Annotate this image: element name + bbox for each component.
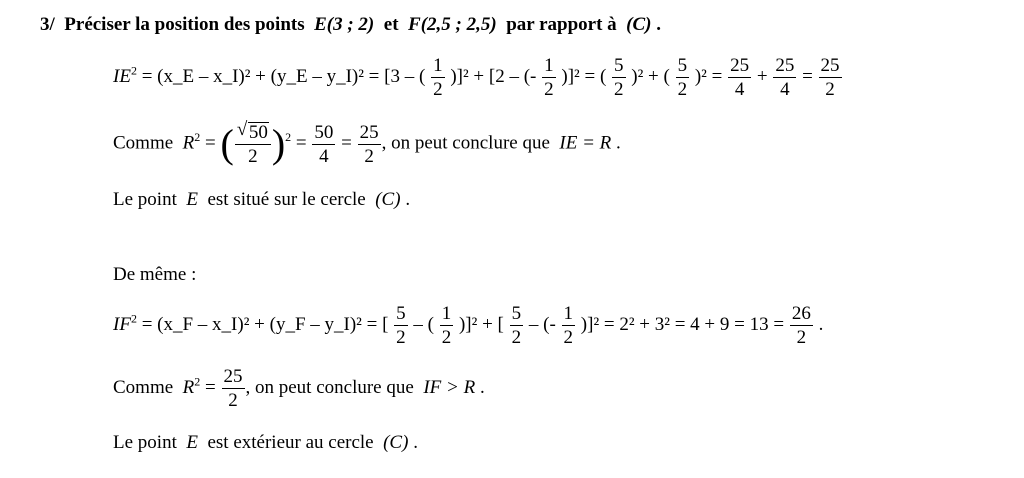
conclusion-text: , on peut conclure que bbox=[245, 376, 414, 398]
ie-squared-line: $IE^2$ = (x_E – x_I)² + (y_E – y_I)² = [3 – ( $\frac{1}{2}$ )]² + [2 – (- $\frac{1}{2}$ )]² = ( $\frac{5}{2}$ )² + ( $\frac{5}{2}$ )² = $\frac{25}{4}$ + $\frac{25}{4}$ = $\frac{25}{2}$ bbox=[113, 55, 840, 100]
ie-lhs: IE bbox=[113, 65, 131, 87]
circle-c: (C) bbox=[375, 189, 401, 210]
sqrt-fraction: √ 50 2 bbox=[235, 122, 271, 166]
if-mid2: )]² + [ bbox=[458, 313, 504, 335]
eq-sign: = bbox=[205, 376, 216, 398]
line-end: . bbox=[616, 132, 621, 154]
eq-sign: = bbox=[205, 132, 216, 154]
fraction: $\frac{5}{2}$ bbox=[614, 55, 624, 100]
r-symbol: R bbox=[182, 376, 195, 398]
ie-mid2: )]² = ( bbox=[561, 65, 607, 87]
line-end: . bbox=[405, 189, 411, 210]
comme-line-2: Comme $R^2$ = $\frac{25}{2}$ , on peut conclure que IF > R . bbox=[113, 366, 485, 411]
if-squared-line: $IF^2$ = (x_F – x_I)² + (y_F – y_I)² = [ $\frac{5}{2}$ – ( $\frac{1}{2}$ )]² + [ $\frac{5}{2}$ – (- $\frac{1}{2}$ )]² = 2² + 3² = 4 + 9 = 13 = $\frac{26}{2}$ . bbox=[113, 303, 824, 348]
statement-middle: est situé sur le cercle bbox=[207, 189, 366, 210]
if-mid4: )]² = 2² + 3² = 4 + 9 = 13 = bbox=[580, 313, 785, 335]
fraction: $\frac{1}{2}$ bbox=[433, 55, 443, 100]
point-e-coords: E(3 ; 2) bbox=[314, 14, 375, 35]
statement-before: Le point bbox=[113, 432, 177, 453]
ie-eq: = bbox=[802, 65, 813, 87]
de-meme-text: De même : bbox=[113, 264, 197, 285]
fraction: $\frac{5}{2}$ bbox=[396, 303, 406, 348]
heading-and: et bbox=[383, 14, 399, 35]
ie-mid1: )]² + [2 – (- bbox=[450, 65, 537, 87]
eq-sign: = bbox=[295, 132, 307, 154]
if-mid1: – ( bbox=[413, 313, 434, 335]
heading-circle: (C) bbox=[626, 14, 652, 35]
fraction: $\frac{25}{4}$ bbox=[775, 55, 795, 100]
fraction: $\frac{25}{2}$ bbox=[359, 121, 379, 167]
fraction: $\frac{1}{2}$ bbox=[544, 55, 554, 100]
fraction: $\frac{50}{4}$ bbox=[314, 121, 334, 167]
fraction: $\frac{25}{4}$ bbox=[730, 55, 750, 100]
ie-mid4: )² = bbox=[694, 65, 723, 87]
comme-word: Comme bbox=[113, 132, 174, 154]
exercise-heading bbox=[40, 14, 661, 36]
heading-text-after: par rapport à bbox=[506, 14, 617, 35]
line-end: . bbox=[479, 376, 485, 398]
result-if-gt-r: IF > R bbox=[423, 376, 476, 398]
fraction: $\frac{25}{2}$ bbox=[820, 55, 840, 100]
fraction: $\frac{25}{2}$ bbox=[223, 366, 243, 411]
circle-c: (C) bbox=[383, 432, 409, 453]
result-ie-eq-r: IE = R bbox=[559, 132, 612, 154]
ie-mid3: )² + ( bbox=[631, 65, 670, 87]
de-meme-line bbox=[113, 264, 196, 286]
ie-plus: + bbox=[756, 65, 768, 87]
point-f-coords: F(2,5 ; 2,5) bbox=[408, 14, 497, 35]
heading-text-before: Préciser la position des points bbox=[64, 14, 305, 35]
fraction: $\frac{5}{2}$ bbox=[511, 303, 522, 348]
if-mid3: – (- bbox=[528, 313, 556, 335]
statement-e-line bbox=[113, 189, 410, 211]
if-lhs: IF bbox=[113, 313, 131, 335]
fraction: $\frac{5}{2}$ bbox=[677, 55, 688, 100]
ie-dist-expr: = (x_E – x_I)² + (y_E – y_I)² = [3 – ( bbox=[141, 65, 426, 87]
exercise-number: 3/ bbox=[40, 14, 55, 35]
comme-word: Comme bbox=[113, 376, 174, 398]
line-end: . bbox=[818, 313, 824, 335]
statement-f-line bbox=[113, 432, 418, 454]
point-e: E bbox=[186, 189, 198, 210]
line-end: . bbox=[413, 432, 418, 453]
if-dist-expr: = (x_F – x_I)² + (y_F – y_I)² = [ bbox=[141, 313, 389, 335]
conclusion-text: , on peut conclure que bbox=[381, 132, 550, 154]
statement-before: Le point bbox=[113, 189, 177, 210]
eq-sign: = bbox=[341, 132, 352, 154]
point-e: E bbox=[186, 432, 198, 453]
comme-line-1: Comme $R^2$ = ( √ 50 2 )$^2$ = $\frac{50}{4}$ = $\frac{25}{2}$ , on peut conclure que IE = R . bbox=[113, 119, 621, 167]
fraction: $\frac{1}{2}$ bbox=[441, 303, 452, 348]
fraction: $\frac{26}{2}$ bbox=[791, 303, 811, 348]
fraction: $\frac{1}{2}$ bbox=[563, 303, 574, 348]
statement-middle: est extérieur au cercle bbox=[207, 432, 374, 453]
r-symbol: R bbox=[182, 132, 195, 154]
heading-end: . bbox=[656, 14, 661, 35]
